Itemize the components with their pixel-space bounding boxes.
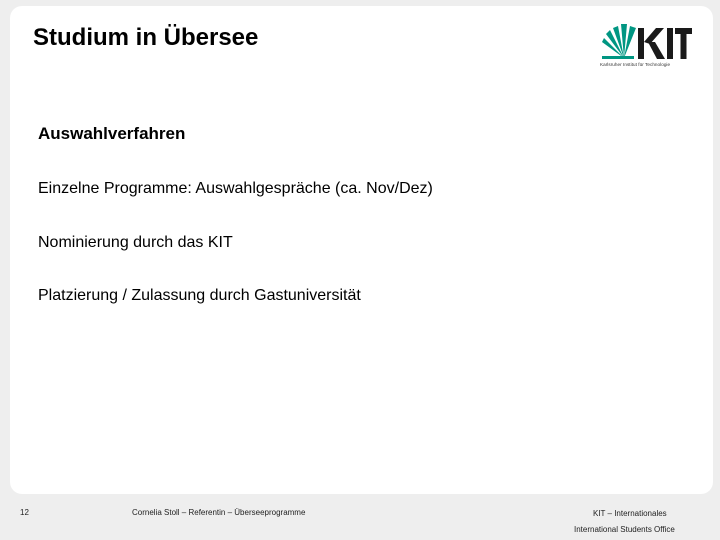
- footer-author: Cornelia Stoll – Referentin – Überseeprogramme: [132, 508, 306, 517]
- page-title: Studium in Übersee: [33, 24, 259, 51]
- kit-logo-icon: [600, 20, 692, 62]
- list-item: Nominierung durch das KIT: [38, 234, 233, 251]
- kit-logo: [600, 20, 692, 70]
- logo-tagline: Karlsruher Institut für Technologie: [600, 62, 671, 67]
- page-number: 12: [20, 508, 29, 517]
- footer-organization: KIT – Internationales: [593, 509, 667, 518]
- footer-office: International Students Office: [574, 525, 675, 534]
- list-item: Einzelne Programme: Auswahlgespräche (ca. Nov/Dez): [38, 180, 433, 197]
- section-heading: Auswahlverfahren: [38, 124, 186, 143]
- list-item: Platzierung / Zulassung durch Gastuniversität: [38, 287, 361, 304]
